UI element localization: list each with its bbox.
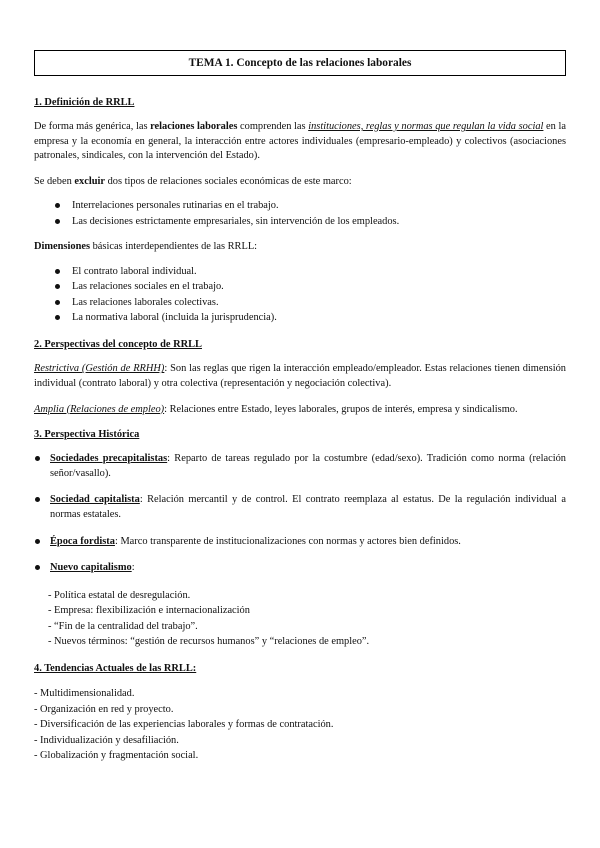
history-list — [34, 452, 566, 576]
section-4-heading: 4. Tendencias Actuales de las RRLL: — [34, 663, 197, 675]
list-item: - “Fin de la centralidad del trabajo”. — [48, 620, 198, 632]
definition-text-start: De forma más genérica, las — [34, 121, 151, 132]
section-2-heading: 2. Perspectivas del concepto de RRLL — [34, 339, 202, 351]
list-item: La normativa laboral (incluida la jurisprudencia). — [34, 310, 566, 325]
history-item-text: : — [131, 562, 135, 574]
dimensions-bold-term: Dimensiones — [34, 241, 90, 253]
restrictiva-label: Restrictiva (Gestión de RRHH) — [34, 363, 165, 375]
history-item-text: : Relación mercantil y de control. El contrato reemplaza al estatus. De la regulación individual a normas estatales. — [50, 494, 566, 520]
document-title-box — [34, 50, 566, 76]
dimensions-paragraph — [34, 240, 566, 255]
history-item-label: Sociedad capitalista — [50, 494, 140, 506]
list-item: - Globalización y fragmentación social. — [34, 750, 199, 761]
list-item: - Diversificación de las experiencias laborales y formas de contratación. — [34, 719, 334, 731]
new-capitalism-sublist — [34, 588, 566, 650]
history-item-label: Época fordista — [50, 535, 115, 547]
exclude-bold-term: excluir — [74, 175, 105, 187]
exclude-list — [34, 198, 566, 229]
history-item-text: : Marco transparente de institucionalizaciones con normas y actores bien definidos. — [114, 535, 461, 547]
definition-paragraph — [34, 120, 566, 164]
list-item — [34, 452, 566, 481]
exclude-text-start: Se deben — [34, 175, 75, 187]
definition-text-mid: comprenden las — [237, 121, 309, 132]
list-item — [34, 493, 566, 522]
definition-italic-term: instituciones, reglas y normas que regulan la vida social — [308, 121, 544, 132]
amplia-text: : Relaciones entre Estado, leyes laborales, grupos de interés, empresa y sindicalismo. — [164, 403, 518, 415]
amplia-paragraph — [34, 403, 566, 418]
dimensions-list — [34, 264, 566, 326]
list-item: Las decisiones estrictamente empresariales, sin intervención de los empleados. — [34, 214, 566, 229]
restrictiva-paragraph — [34, 362, 566, 391]
list-item: - Política estatal de desregulación. — [48, 589, 191, 601]
list-item: - Multidimensionalidad. — [34, 688, 135, 700]
list-item: Las relaciones sociales en el trabajo. — [34, 279, 566, 294]
section-3-heading: 3. Perspectiva Histórica — [34, 429, 140, 441]
exclude-text-end: dos tipos de relaciones sociales económicas de este marco: — [105, 175, 352, 187]
list-item: Las relaciones laborales colectivas. — [34, 295, 566, 310]
history-item-label: Nuevo capitalismo — [50, 562, 132, 574]
history-item-label: Sociedades precapitalistas — [50, 453, 168, 465]
section-1-heading: 1. Definición de RRLL — [34, 97, 135, 108]
list-item: - Nuevos términos: “gestión de recursos humanos” y “relaciones de empleo”. — [48, 635, 370, 647]
list-item: El contrato laboral individual. — [34, 264, 566, 279]
amplia-label: Amplia (Relaciones de empleo) — [34, 403, 165, 415]
exclude-paragraph — [34, 175, 566, 190]
list-item: - Organización en red y proyecto. — [34, 703, 174, 715]
list-item — [34, 535, 566, 550]
document-page — [34, 50, 566, 763]
definition-text-end: en la empresa y la economía en general, la interacción entre actores individuales (empresario-empleado) y colectivos (asociaciones patronales, sindicales, con la intervención del Estado). — [34, 121, 566, 162]
list-item: - Individualización y desafiliación. — [34, 734, 179, 746]
restrictiva-text: : Son las reglas que rigen la interacción empleado/empleador. Estas relaciones tienen dimensión individual (contrato laboral) y otra colectiva (representación y negociación colectiva). — [34, 363, 567, 389]
definition-bold-term: relaciones laborales — [150, 121, 238, 132]
history-item-text: : Reparto de tareas regulado por la costumbre (edad/sexo). Tradición como norma (relación señor/vasallo). — [50, 453, 566, 479]
trends-list — [34, 686, 566, 763]
list-item — [34, 561, 566, 576]
list-item: - Empresa: flexibilización e internacionalización — [48, 605, 250, 617]
list-item: Interrelaciones personales rutinarias en el trabajo. — [34, 198, 566, 213]
dimensions-text: básicas interdependientes de las RRLL: — [90, 241, 258, 253]
document-title: TEMA 1. Concepto de las relaciones laborales — [188, 57, 412, 69]
